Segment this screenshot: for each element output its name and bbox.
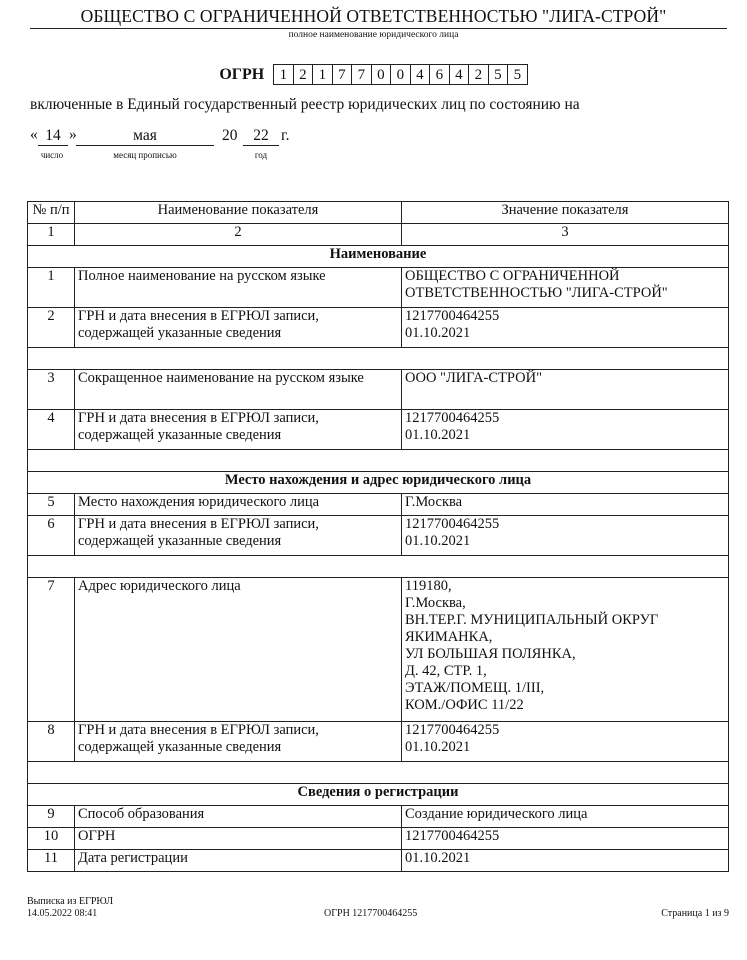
table-row (28, 828, 729, 850)
ogrn-digit-boxes (273, 64, 528, 85)
ogrn-digit: 4 (411, 64, 431, 85)
footer-ogrn: ОГРН 1217700464255 (324, 908, 418, 919)
value-line: ВН.ТЕР.Г. МУНИЦИПАЛЬНЫЙ ОКРУГ (405, 612, 659, 628)
value-line: 1217700464255 (405, 410, 500, 426)
row-number: 3 (28, 370, 75, 410)
row-indicator: ГРН и дата внесения в ЕГРЮЛ записи, содержащей указанные сведения (75, 410, 402, 450)
date-open-quote: « (30, 126, 38, 143)
date-year-suffix: г. (281, 127, 290, 144)
ogrn-digit: 7 (333, 64, 353, 85)
value-line: 01.10.2021 (405, 427, 471, 443)
footer-timestamp: 14.05.2022 08:41 (27, 908, 98, 919)
row-value (402, 722, 729, 762)
ogrn-digit: 0 (372, 64, 392, 85)
section-row (28, 472, 729, 494)
row-indicator: ГРН и дата внесения в ЕГРЮЛ записи, содержащей указанные сведения (75, 308, 402, 348)
row-indicator: Дата регистрации (75, 850, 402, 872)
spacer-cell (28, 762, 729, 784)
value-line: 1217700464255 (405, 516, 500, 532)
date-month-caption: месяц прописью (113, 150, 177, 160)
row-number: 2 (28, 308, 75, 348)
row-number: 1 (28, 268, 75, 308)
value-line: 1217700464255 (405, 828, 500, 844)
spacer-row (28, 450, 729, 472)
row-indicator: Место нахождения юридического лица (75, 494, 402, 516)
row-indicator: Сокращенное наименование на русском языке (75, 370, 402, 410)
value-line: Создание юридического лица (405, 806, 588, 822)
column-header-indicator: Наименование показателя (75, 202, 402, 224)
value-line: 1217700464255 (405, 308, 500, 324)
title-underline (30, 28, 727, 29)
row-number: 11 (28, 850, 75, 872)
row-value (402, 516, 729, 556)
row-value (402, 578, 729, 722)
date-day-caption: число (40, 150, 64, 160)
ogrn-digit: 2 (294, 64, 314, 85)
footer-page-number: Страница 1 из 9 (661, 908, 729, 919)
table-row (28, 308, 729, 348)
value-line: ЯКИМАНКА, (405, 629, 493, 645)
value-line: ЭТАЖ/ПОМЕЩ. 1/III, (405, 680, 545, 696)
row-value (402, 828, 729, 850)
egrul-table (27, 201, 729, 872)
registry-statement: включенные в Единый государственный реестр юридических лиц по состоянию на (30, 96, 580, 113)
date-year-caption: год (254, 150, 268, 160)
table-column-numbers-row (28, 224, 729, 246)
value-line: ОТВЕТСТВЕННОСТЬЮ "ЛИГА-СТРОЙ" (405, 285, 668, 301)
value-line: 01.10.2021 (405, 325, 471, 341)
spacer-cell (28, 556, 729, 578)
row-indicator: Способ образования (75, 806, 402, 828)
spacer-cell (28, 450, 729, 472)
column-header-value: Значение показателя (402, 202, 729, 224)
row-value (402, 308, 729, 348)
section-row (28, 784, 729, 806)
row-indicator: ОГРН (75, 828, 402, 850)
row-number: 7 (28, 578, 75, 722)
ogrn-digit: 4 (450, 64, 470, 85)
row-number: 5 (28, 494, 75, 516)
date-year: 22 (243, 127, 279, 146)
spacer-row (28, 348, 729, 370)
value-line: ООО "ЛИГА-СТРОЙ" (405, 370, 542, 386)
column-number: 1 (28, 224, 75, 246)
column-number: 2 (75, 224, 402, 246)
ogrn-digit: 6 (430, 64, 450, 85)
row-indicator: Полное наименование на русском языке (75, 268, 402, 308)
title-caption: полное наименование юридического лица (288, 30, 459, 40)
table-header-row (28, 202, 729, 224)
ogrn-digit: 0 (391, 64, 411, 85)
column-number: 3 (402, 224, 729, 246)
column-header-number: № п/п (28, 202, 75, 224)
company-full-name-title: ОБЩЕСТВО С ОГРАНИЧЕННОЙ ОТВЕТСТВЕННОСТЬЮ "ЛИГА-СТРОЙ" (80, 6, 667, 26)
ogrn-block (0, 64, 747, 85)
section-title-naming: Наименование (28, 246, 729, 268)
date-day: 14 (38, 127, 68, 146)
value-line: 1217700464255 (405, 722, 500, 738)
ogrn-digit: 1 (274, 64, 294, 85)
value-line: 01.10.2021 (405, 533, 471, 549)
row-value (402, 850, 729, 872)
table-row (28, 516, 729, 556)
spacer-cell (28, 348, 729, 370)
table-row (28, 410, 729, 450)
table-row (28, 578, 729, 722)
ogrn-digit: 7 (352, 64, 372, 85)
spacer-row (28, 556, 729, 578)
row-value (402, 370, 729, 410)
table-row (28, 806, 729, 828)
row-number: 4 (28, 410, 75, 450)
ogrn-digit: 1 (313, 64, 333, 85)
row-value (402, 494, 729, 516)
value-line: Г.Москва, (405, 595, 466, 611)
value-line: УЛ БОЛЬШАЯ ПОЛЯНКА, (405, 646, 576, 662)
ogrn-label: ОГРН (219, 65, 265, 83)
value-line: 01.10.2021 (405, 850, 471, 866)
table-row (28, 850, 729, 872)
date-close-quote: » (69, 126, 77, 143)
row-value (402, 410, 729, 450)
date-year-prefix: 20 (222, 127, 238, 144)
spacer-row (28, 762, 729, 784)
date-month: мая (76, 127, 214, 146)
section-title-registration: Сведения о регистрации (28, 784, 729, 806)
value-line: Д. 42, СТР. 1, (405, 663, 487, 679)
section-row (28, 246, 729, 268)
row-value (402, 806, 729, 828)
row-indicator: ГРН и дата внесения в ЕГРЮЛ записи, содержащей указанные сведения (75, 722, 402, 762)
table-row (28, 722, 729, 762)
value-line: Г.Москва (405, 494, 463, 510)
row-number: 6 (28, 516, 75, 556)
row-indicator: ГРН и дата внесения в ЕГРЮЛ записи, содержащей указанные сведения (75, 516, 402, 556)
value-line: КОМ./ОФИС 11/22 (405, 697, 524, 713)
row-number: 10 (28, 828, 75, 850)
ogrn-digit: 2 (469, 64, 489, 85)
value-line: 01.10.2021 (405, 739, 471, 755)
table-row (28, 370, 729, 410)
value-line: 119180, (405, 578, 452, 594)
ogrn-digit: 5 (508, 64, 528, 85)
row-number: 9 (28, 806, 75, 828)
footer-doc-type: Выписка из ЕГРЮЛ (27, 896, 113, 907)
table-row (28, 268, 729, 308)
section-title-location: Место нахождения и адрес юридического лица (28, 472, 729, 494)
table-row (28, 494, 729, 516)
row-indicator: Адрес юридического лица (75, 578, 402, 722)
row-value (402, 268, 729, 308)
row-number: 8 (28, 722, 75, 762)
ogrn-digit: 5 (489, 64, 509, 85)
value-line: ОБЩЕСТВО С ОГРАНИЧЕННОЙ (405, 268, 620, 284)
